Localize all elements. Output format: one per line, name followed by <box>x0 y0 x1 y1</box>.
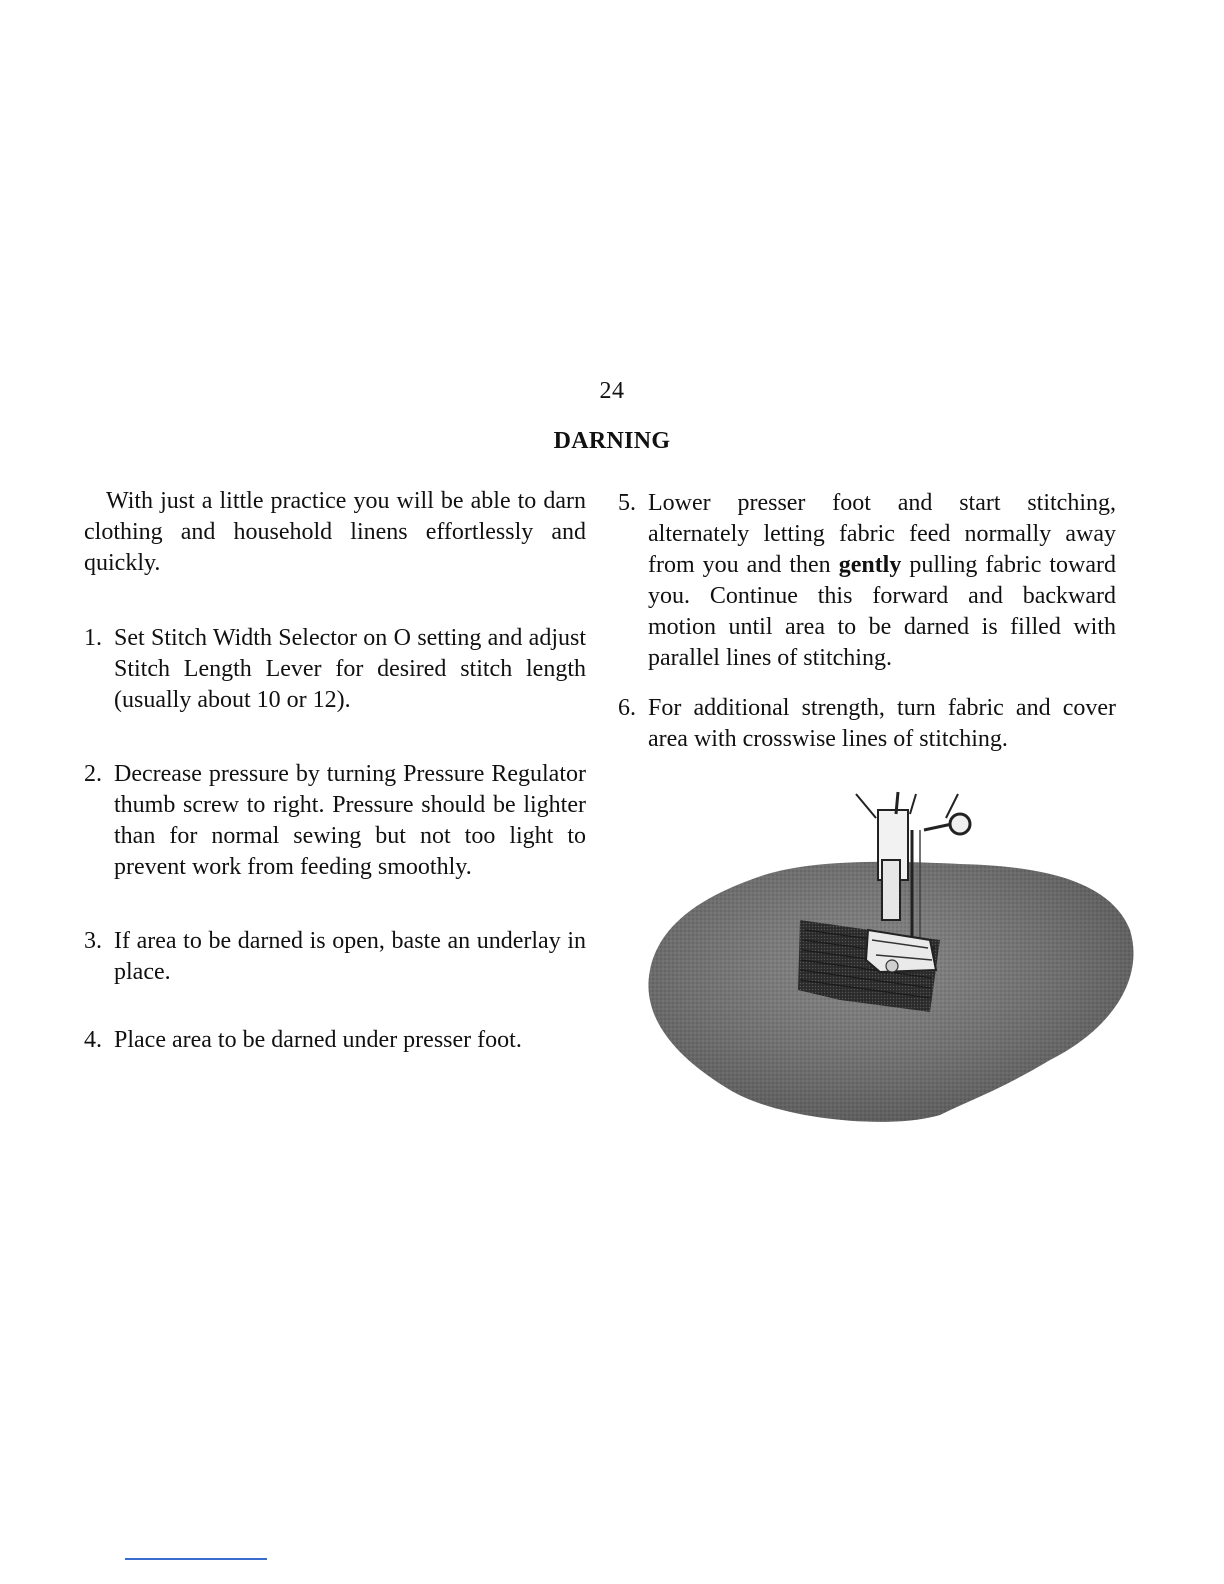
step-text: Set Stitch Width Selector on O setting and adjust Stitch Length Lever for desired stitch length (usually about 10 or 12). <box>114 625 586 713</box>
step-4 <box>84 1025 586 1056</box>
step-text: Place area to be darned under presser foot. <box>114 1027 522 1053</box>
step-text: Decrease pressure by turning Pressure Regulator thumb screw to right. Pressure should be lighter than for normal sewing but not too light to prevent work from feeding smoothly. <box>114 761 586 880</box>
step-number: 1. <box>84 625 102 651</box>
darning-presser-foot-illustration <box>640 790 1140 1130</box>
step-number: 5. <box>618 490 636 516</box>
step-number: 4. <box>84 1027 102 1053</box>
step-text <box>648 488 1116 674</box>
step-number: 2. <box>84 761 102 787</box>
left-column <box>84 486 586 1056</box>
step-text-before: Lower presser foot and start stitching, alternately letting fabric feed normally away from you and then <box>648 490 1116 578</box>
step-1 <box>84 623 586 716</box>
page-number: 24 <box>599 378 625 404</box>
step-number: 6. <box>618 695 636 721</box>
step-text: For additional strength, turn fabric and cover area with crosswise lines of stitching. <box>648 695 1116 752</box>
page-title: DARNING <box>553 428 671 454</box>
step-text: If area to be darned is open, baste an underlay in place. <box>114 928 586 985</box>
step-number: 3. <box>84 928 102 954</box>
footer-rule <box>125 1558 267 1560</box>
step-3 <box>84 926 586 988</box>
right-column <box>618 488 1116 755</box>
step-text-after: pulling fabric toward you. Continue this forward and backward motion until area to be darned is filled with parallel lines of stitching. <box>648 552 1117 671</box>
step-2 <box>84 759 586 883</box>
intro-paragraph: With just a little practice you will be able to darn clothing and household linens effortlessly and quickly. <box>84 488 586 576</box>
step-5 <box>618 488 1116 674</box>
emphasis-gently: gently <box>838 552 902 578</box>
step-6 <box>618 693 1116 755</box>
